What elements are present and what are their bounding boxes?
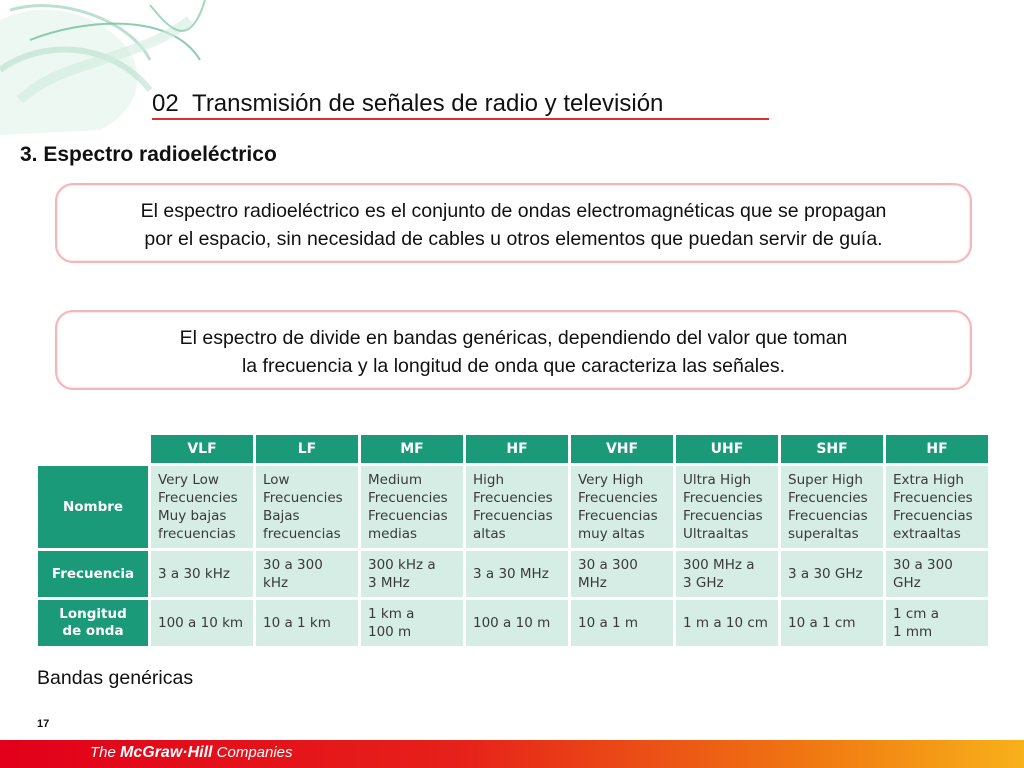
column-header: UHF [676, 435, 778, 463]
cell-line: 3 MHz [368, 575, 410, 591]
cell-line: 10 a 1 m [578, 615, 639, 631]
bands-callout [55, 310, 972, 390]
table-cell [676, 466, 778, 548]
cell-line: 300 kHz a [368, 557, 436, 573]
table-cell [151, 466, 253, 548]
cell-line: 100 a 10 km [158, 615, 244, 631]
table-cell [781, 600, 883, 646]
table-cell [676, 551, 778, 597]
table-row [38, 466, 988, 548]
column-header: HF [886, 435, 988, 463]
cell-line: Frecuencias [368, 508, 448, 524]
cell-line: muy altas [578, 526, 645, 542]
cell-line: Frecuencies [158, 490, 238, 506]
column-header: VLF [151, 435, 253, 463]
frequency-bands-table [35, 432, 991, 649]
table-cell [571, 466, 673, 548]
cell-line: medias [368, 526, 418, 542]
cell-line: GHz [893, 575, 921, 591]
table-cell [886, 551, 988, 597]
table-caption: Bandas genéricas [37, 667, 194, 689]
cell-line: Frecuencies [683, 490, 763, 506]
cell-line: Very Low [158, 472, 219, 488]
table-cell [361, 600, 463, 646]
cell-line: Frecuencies [893, 490, 973, 506]
title-underline [152, 118, 769, 120]
table-row [38, 600, 988, 646]
cell-line: 3 GHz [683, 575, 724, 591]
cell-line: Frecuencias [473, 508, 553, 524]
logo-prefix: The [90, 744, 121, 761]
cell-line: altas [473, 526, 506, 542]
publisher-logo [90, 744, 293, 762]
column-header: MF [361, 435, 463, 463]
cell-line: Frecuencies [368, 490, 448, 506]
cell-line: kHz [263, 575, 289, 591]
cell-line: Ultraaltas [683, 526, 749, 542]
table-cell [466, 600, 568, 646]
cell-line: 1 m a 10 cm [683, 615, 768, 631]
cell-line: Frecuencias [788, 508, 868, 524]
cell-line: frecuencias [158, 526, 236, 542]
column-header: HF [466, 435, 568, 463]
cell-line: Low [263, 472, 290, 488]
cell-line: Medium [368, 472, 422, 488]
cell-line: Longitud [59, 606, 127, 622]
cell-line: Frecuencies [473, 490, 553, 506]
page-number: 17 [37, 718, 50, 730]
callout-line: por el espacio, sin necesidad de cables u otros elementos que puedan servir de guía. [144, 228, 883, 250]
table-cell [571, 600, 673, 646]
cell-line: Frecuencies [578, 490, 658, 506]
table-header-row [38, 435, 988, 463]
cell-line: High [473, 472, 505, 488]
chapter-number: 02 [152, 90, 179, 117]
cell-line: de onda [62, 623, 124, 639]
cell-line: Super High [788, 472, 863, 488]
cell-line: Frecuencias [683, 508, 763, 524]
cell-line: 30 a 300 [263, 557, 323, 573]
table-cell [361, 551, 463, 597]
table-cell [886, 600, 988, 646]
table-cell [571, 551, 673, 597]
cell-line: Bajas [263, 508, 300, 524]
cell-line: 100 a 10 m [473, 615, 551, 631]
logo-brand: McGraw·Hill [120, 744, 213, 761]
table-cell [256, 551, 358, 597]
table-cell [151, 600, 253, 646]
row-header [38, 551, 148, 597]
chapter-title: Transmisión de señales de radio y televisión [192, 90, 664, 117]
table-corner [38, 435, 148, 463]
section-title: 3. Espectro radioeléctrico [20, 143, 277, 166]
row-header [38, 466, 148, 548]
cell-line: frecuencias [263, 526, 341, 542]
cell-line: Frecuencies [263, 490, 343, 506]
cell-line: superaltas [788, 526, 859, 542]
cell-line: 1 mm [893, 624, 933, 640]
column-header: VHF [571, 435, 673, 463]
cell-line: 1 km a [368, 606, 415, 622]
cell-line: 30 a 300 [578, 557, 638, 573]
row-header [38, 600, 148, 646]
callout-line: El espectro de divide en bandas genéricas, dependiendo del valor que toman [179, 327, 848, 349]
cell-line: extraaltas [893, 526, 961, 542]
cell-line: 100 m [368, 624, 412, 640]
cell-line: Frecuencias [578, 508, 658, 524]
cell-line: Frecuencies [788, 490, 868, 506]
cell-line: 10 a 1 cm [788, 615, 856, 631]
cell-line: Ultra High [683, 472, 752, 488]
callout-line: la frecuencia y la longitud de onda que caracteriza las señales. [241, 355, 786, 377]
cell-line: 10 a 1 km [263, 615, 331, 631]
cell-line: 3 a 30 MHz [473, 566, 549, 582]
column-header: LF [256, 435, 358, 463]
cell-line: 30 a 300 [893, 557, 953, 573]
cell-line: 300 MHz a [683, 557, 755, 573]
table-cell [256, 600, 358, 646]
cell-line: Nombre [62, 498, 124, 515]
cell-line: 3 a 30 kHz [158, 566, 230, 582]
page-title [152, 90, 663, 118]
logo-suffix: Companies [212, 744, 293, 761]
cell-line: 3 a 30 GHz [788, 566, 863, 582]
cell-line: Extra High [893, 472, 964, 488]
definition-callout [55, 183, 972, 263]
table-cell [256, 466, 358, 548]
table-cell [781, 551, 883, 597]
table-cell [781, 466, 883, 548]
table-cell [466, 551, 568, 597]
cell-line: Frecuencia [51, 565, 135, 582]
table-cell [676, 600, 778, 646]
cell-line: 1 cm a [893, 606, 940, 622]
column-header: SHF [781, 435, 883, 463]
table-cell [151, 551, 253, 597]
cell-line: Muy bajas [158, 508, 227, 524]
table-cell [361, 466, 463, 548]
cell-line: MHz [578, 575, 607, 591]
table-row [38, 551, 988, 597]
cell-line: Very High [578, 472, 644, 488]
table-cell [886, 466, 988, 548]
callout-line: El espectro radioeléctrico es el conjunto de ondas electromagnéticas que se propagan [140, 200, 887, 222]
cell-line: Frecuencias [893, 508, 973, 524]
table-cell [466, 466, 568, 548]
